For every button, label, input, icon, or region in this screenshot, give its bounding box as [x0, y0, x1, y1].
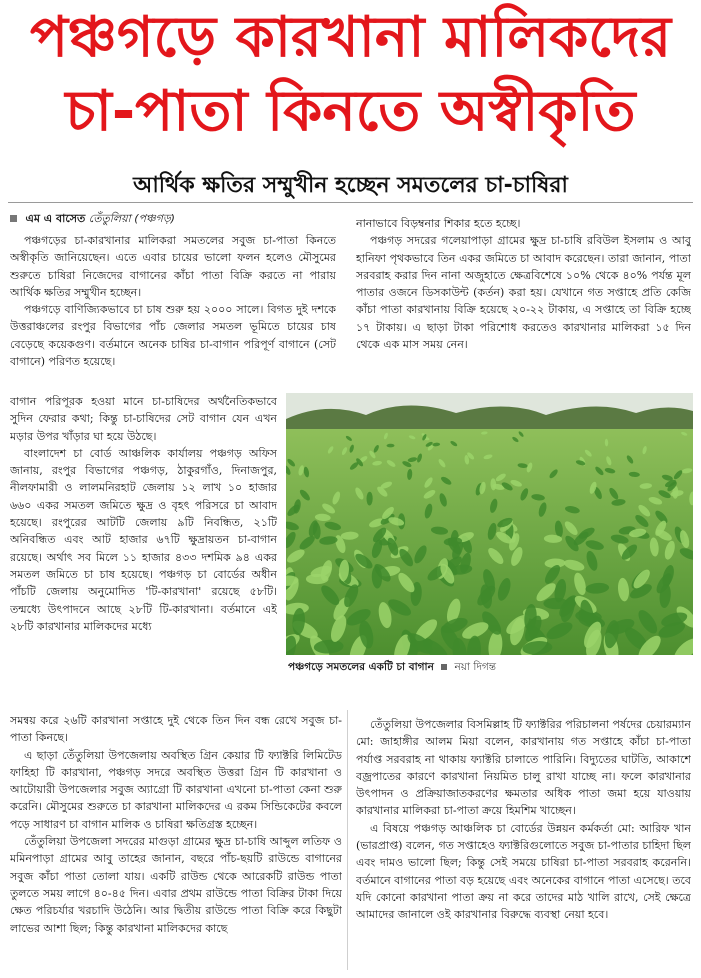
paragraph: পঞ্চগড়ে বাণিজ্যিকভাবে চা চাষ শুরু হয় ২০০০ সালে। বিগত দুই দশকে উত্তরাঞ্চলের রংপুর বিভাগের পাঁচ জেলার সমতল ভূমিতে চায়ের চাষ বেড়েছে কয়েকগুণ। বর্তমানে অনেক চাষির চা-বাগান পরিপূর্ণ বাগানে (সেট বাগানে) পরিণত হয়েছে। — [10, 303, 336, 369]
paragraph: বাংলাদেশ চা বোর্ড আঞ্চলিক কার্যালয় পঞ্চগড় অফিস জানায়, রংপুর বিভাগের পঞ্চগড়, ঠাকুরগাঁও, দিনাজপুর, নীলফামারী ও লালমনিরহাট জেলায় ১২ লাখ ১০ হাজার ৬৬০ একর সমতল জমিতে ক্ষুদ্র ও বৃহৎ পরিসরে চা আবাদ হয়েছে। রংপুরের আটটি জেলায় ৯টি নিবন্ধিত, ২১টি অনিবন্ধিত এবং আট হাজার ৬৭টি ক্ষুদ্রায়তন চা-বাগান রয়েছে। অর্থাৎ সব মিলে ১১ হাজার ৪৩৩ দশমিক ৯৪ একর সমতল জমিতে চা চাষ হয়েছে। পঞ্চগড় চা বোর্ডের অধীন পাঁচটি জেলায় অনুমোদিত 'টি-কারখানা' রয়েছে ৫৮টি। তন্মধ্যে উৎপাদনে আছে ২৮টি টি-কারখানা। বর্তমানে এই ২৮টি কারখানার মালিকদের মধ্যে — [10, 446, 277, 633]
paragraph: পঞ্চগড়ের চা-কারখানার মালিকরা সমতলের সবুজ চা-পাতা কিনতে অস্বীকৃতি জানিয়েছেন। এতে এবার চায়ের ভালো ফলন হলেও মৌসুমের শুরুতে চাষিরা নিজেদের বাগানের কাঁচা পাতা বিক্রি করতে না পারায় আর্থিক ক্ষতির সম্মুখীন হচ্ছেন। — [10, 234, 336, 299]
tea-garden-photo — [286, 393, 693, 655]
paragraph: সমন্বয় করে ২৬টি কারখানা সপ্তাহে দুই থেকে তিন দিন বন্ধ রেখে সবুজ চা-পাতা কিনছে। — [10, 714, 342, 745]
article-column-left-bottom — [10, 712, 342, 974]
article-column-right-bottom — [356, 716, 691, 974]
divider-rule — [8, 202, 693, 203]
bullet-icon — [10, 215, 17, 222]
paragraph: এ বিষয়ে পঞ্চগড় আঞ্চলিক চা বোর্ডের উন্নয়ন কর্মকর্তা মো: আরিফ খান (ভারপ্রাপ্ত) বলেন, গত সপ্তাহেও ফ্যাক্টরিগুলোতে সবুজ চা-পাতার চাহিদা ছিল এবং দামও ভালো ছিল; কিন্তু সেই সময়ে চাষিরা চা-পাতা সরবরাহ করেননি। বর্তমানে বাগানের পাতা বড় হয়েছে এবং অনেকের বাগানে পাতা এসেছে। তবে যদি কোনো কারখানা পাতা ক্রয় না করে তাদের মাঠ খালি রাখে, সেই ক্ষেত্রে আমাদের জানালে ওই কারখানার বিরুদ্ধে ব্যবস্থা নেয়া হবে। — [356, 821, 691, 922]
paragraph: তেঁতুলিয়া উপজেলা সদরের মাগুড়া গ্রামের ক্ষুদ্র চা-চাষি আব্দুল লতিফ ও মমিনপাড়া গ্রামের আবু তাহের জানান, বছরে পাঁচ-ছয়টি রাউন্ডে বাগানের সবুজ কাঁচা পাতা তোলা যায়। একটি রাউন্ড থেকে আরেকটি রাউন্ড পাতা তুলতে সময় লাগে ৪০-৪৫ দিন। এবার প্রথম রাউন্ডে পাতা বিক্রির টাকা দিয়ে ক্ষেত পরিচর্যার খরচাদি উঠেনি। আর দ্বিতীয় রাউন্ডে পাতা বিক্রি করে কিছুটা লাভের আশা ছিল; কিন্তু কারখানা মালিকদের কাছে — [10, 835, 342, 935]
article-column-left-middle — [10, 393, 277, 713]
separator-icon — [441, 664, 447, 670]
paragraph: এ ছাড়া তেঁতুলিয়া উপজেলায় অবস্থিত গ্রিন কেয়ার টি ফ্যাক্টরি লিমিটেড ফাহিহা টি কারখানা, পঞ্চগড় সদরে অবস্থিত উত্তরা গ্রিন টি কারখানা ও আটোয়ারী উপজেলার সবুজ অ্যাগ্রো টি কারখানা এখনো চা-পাতা কেনা শুরু করেনি। মৌসুমের শুরুতে চা কারখানা মালিকদের এ রকম সিন্ডিকেটের কবলে পড়ে সাধারণ চা বাগান মালিক ও চাষিরা ক্ষতিগ্রস্ত হচ্ছেন। — [10, 748, 342, 831]
paragraph: তেঁতুলিয়া উপজেলার বিসমিল্লাহ টি ফ্যাক্টরির পরিচালনা পর্ষদের চেয়ারম্যান মো: জাহাঙ্গীর আলম মিয়া বলেন, কারখানায় গত সপ্তাহে কাঁচা চা-পাতা পর্যাপ্ত সরবরাহ না থাকায় ফ্যাক্টরি চালাতে পারিনি। বিদ্যুতের ঘাটতি, আকাশে বজ্রপাতের কারণে কারখানা নিয়মিত চালু রাখা যাচ্ছে না। ফলে কারখানার উৎপাদন ও প্রক্রিয়াজাতকরণের ক্ষমতার অধিক পাতা জমা হয়ে যাওয়ায় কারখানার মালিকরা চা-পাতা ক্রয়ে হিমশিম খাচ্ছেন। — [356, 718, 691, 818]
headline-line-1: পঞ্চগড়ে কারখানা মালিকদের — [29, 5, 671, 70]
headline-line-2: চা-পাতা কিনতে অস্বীকৃতি — [65, 79, 636, 144]
paragraph: বাগান পরিপূরক হওয়া মানে চা-চাষিদের অর্থনৈতিকভাবে সুদিন ফেরার কথা; কিন্তু চা-চাষিদের সেট বাগান যেন এখন মড়ার উপর খাঁড়ার ঘা হয়ে উঠছে। — [10, 395, 277, 443]
subheadline: আর্থিক ক্ষতির সম্মুখীন হচ্ছেন সমতলের চা-চাষিরা — [133, 173, 568, 198]
article-column-left-top — [10, 232, 336, 390]
photo-credit: নয়া দিগন্ত — [454, 661, 497, 673]
dateline-location: তেঁতুলিয়া (পঞ্চগড়) — [88, 212, 175, 225]
caption-text: পঞ্চগড়ে সমতলের একটি চা বাগান — [288, 661, 434, 673]
photo-caption — [288, 660, 496, 677]
author-name: এম এ বাসেত — [25, 212, 86, 225]
tea-leaf — [543, 598, 568, 609]
paragraph: পঞ্চগড় সদরের গলেয়াপাড়া গ্রামের ক্ষুদ্র চা-চাষি রবিউল ইসলাম ও আবু হানিফা পৃথকভাবে তিন একর জমিতে চা আবাদ করেছেন। তারা জানান, পাতা সরবরাহ করার দিন নানা অজুহাতে ক্ষেত্রবিশেষে ১০% থেকে ৪০% পর্যন্ত মূল পাতার ওজনে ডিসকাউন্ট (কর্তন) করা হয়। যেখানে গত সপ্তাহে প্রতি কেজি কাঁচা পাতা কারখানায় বিক্রি হয়েছে ২০-২২ টাকায়, এ সপ্তাহে তা বিক্রি হচ্ছে ১৭ টাকায়। এ ছাড়া টাকা পরিশোধ করতেও কারখানার মালিকরা ১৫ দিন থেকে এক মাস সময় নেন। — [356, 234, 691, 352]
article-column-right-top — [356, 215, 691, 387]
byline — [10, 210, 175, 229]
paragraph: নানাভাবে বিড়ম্বনার শিকার হতে হচ্ছে। — [356, 217, 521, 230]
column-divider — [347, 710, 348, 970]
